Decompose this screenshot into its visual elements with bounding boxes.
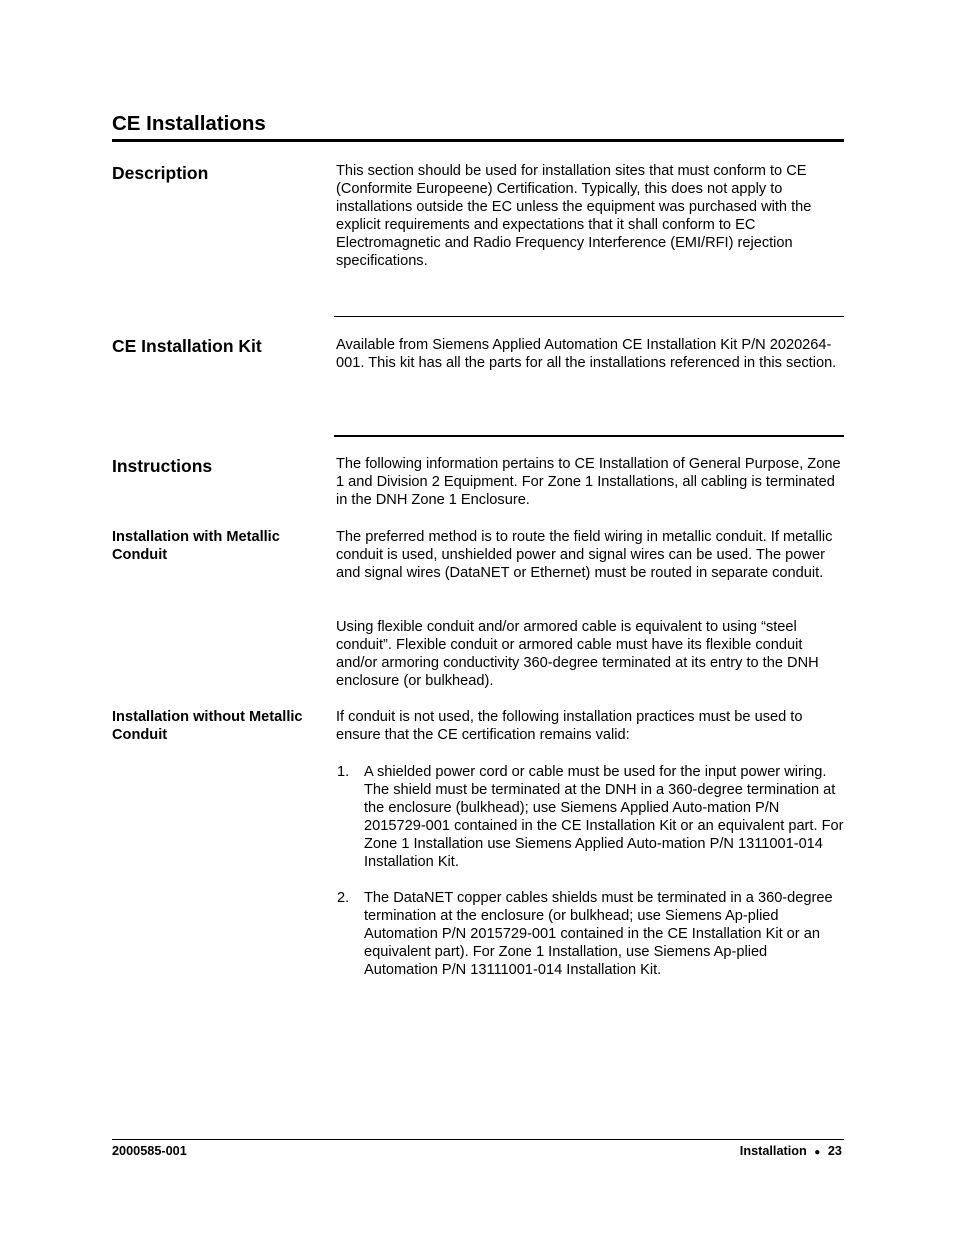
list-item: A shielded power cord or cable must be used for the input power wiring. The shield must be terminated at the DNH in a 360-degree termination at the enclosure (bulkhead); use Siemens Applied Auto-mation P/N 2015729-001 contained in the CE Installation Kit or an equivalent part. For Zone 1 Installation use Siemens Applied Auto-mation P/N 1311001-014 Installation Kit. [364,764,844,870]
metallic-body-1: The preferred method is to route the field wiring in metallic conduit. If metallic conduit is used, unshielded power and signal wires can be used. The power and signal wires (DataNET or Ethernet) must be routed in separate conduit. [336,529,833,581]
footer-section: Installation [739,1144,807,1158]
footer-rule [112,1139,844,1140]
title-rule [112,139,844,142]
footer-page-number: 23 [827,1144,842,1158]
kit-heading: CE Installation Kit [112,336,262,356]
metallic-heading: Installation with Metallic Conduit [112,529,280,563]
metallic-body-2: Using flexible conduit and/or armored cable is equivalent to using “steel conduit”. Flexible conduit or armored cable must have its flexible conduit and/or armoring conductivity 360-degree terminated at its entry to the DNH enclosure (or bulkhead). [336,619,819,689]
instructions-body: The following information pertains to CE Installation of General Purpose, Zone 1 and Division 2 Equipment. For Zone 1 Installations, all cabling is terminated in the DNH Zone 1 Enclosure. [336,456,841,508]
bullet-icon: ● [814,1147,821,1158]
page-title: CE Installations [112,112,266,135]
kit-body: Available from Siemens Applied Automation CE Installation Kit P/N 2020264-001. This kit has all the parts for all the installations referenced in this section. [336,337,837,371]
list-item-number: 1. [337,764,350,780]
nonmetallic-heading: Installation without Metallic Conduit [112,709,303,743]
description-body: This section should be used for installation sites that must conform to CE (Conformite Europeene) Certification. Typically, this does not apply to installations outside the EC unless the equipment was purchased with the explicit requirements and expectations that it shall conform to EC Electromagnetic and Radio Frequency Interference (EMI/RFI) rejection specifications. [336,163,812,269]
instructions-heading: Instructions [112,456,213,476]
nonmetallic-body: If conduit is not used, the following installation practices must be used to ensure that the CE certification remains valid: [336,709,803,743]
list-item-number: 2. [337,890,350,906]
footer-doc-number: 2000585-001 [112,1144,187,1158]
list-item: The DataNET copper cables shields must be terminated in a 360-degree termination at the enclosure (or bulkhead; use Siemens Ap-plied Automation P/N 2015729-001 contained in the CE Installation Kit or an equivalent part). For Zone 1 Installation, use Siemens Ap-plied Automation P/N 13111001-014 Installation Kit. [364,890,833,978]
description-heading: Description [112,163,209,183]
section-divider-2 [334,435,844,437]
footer-page-info [740,1144,842,1158]
section-divider-1 [334,316,844,317]
